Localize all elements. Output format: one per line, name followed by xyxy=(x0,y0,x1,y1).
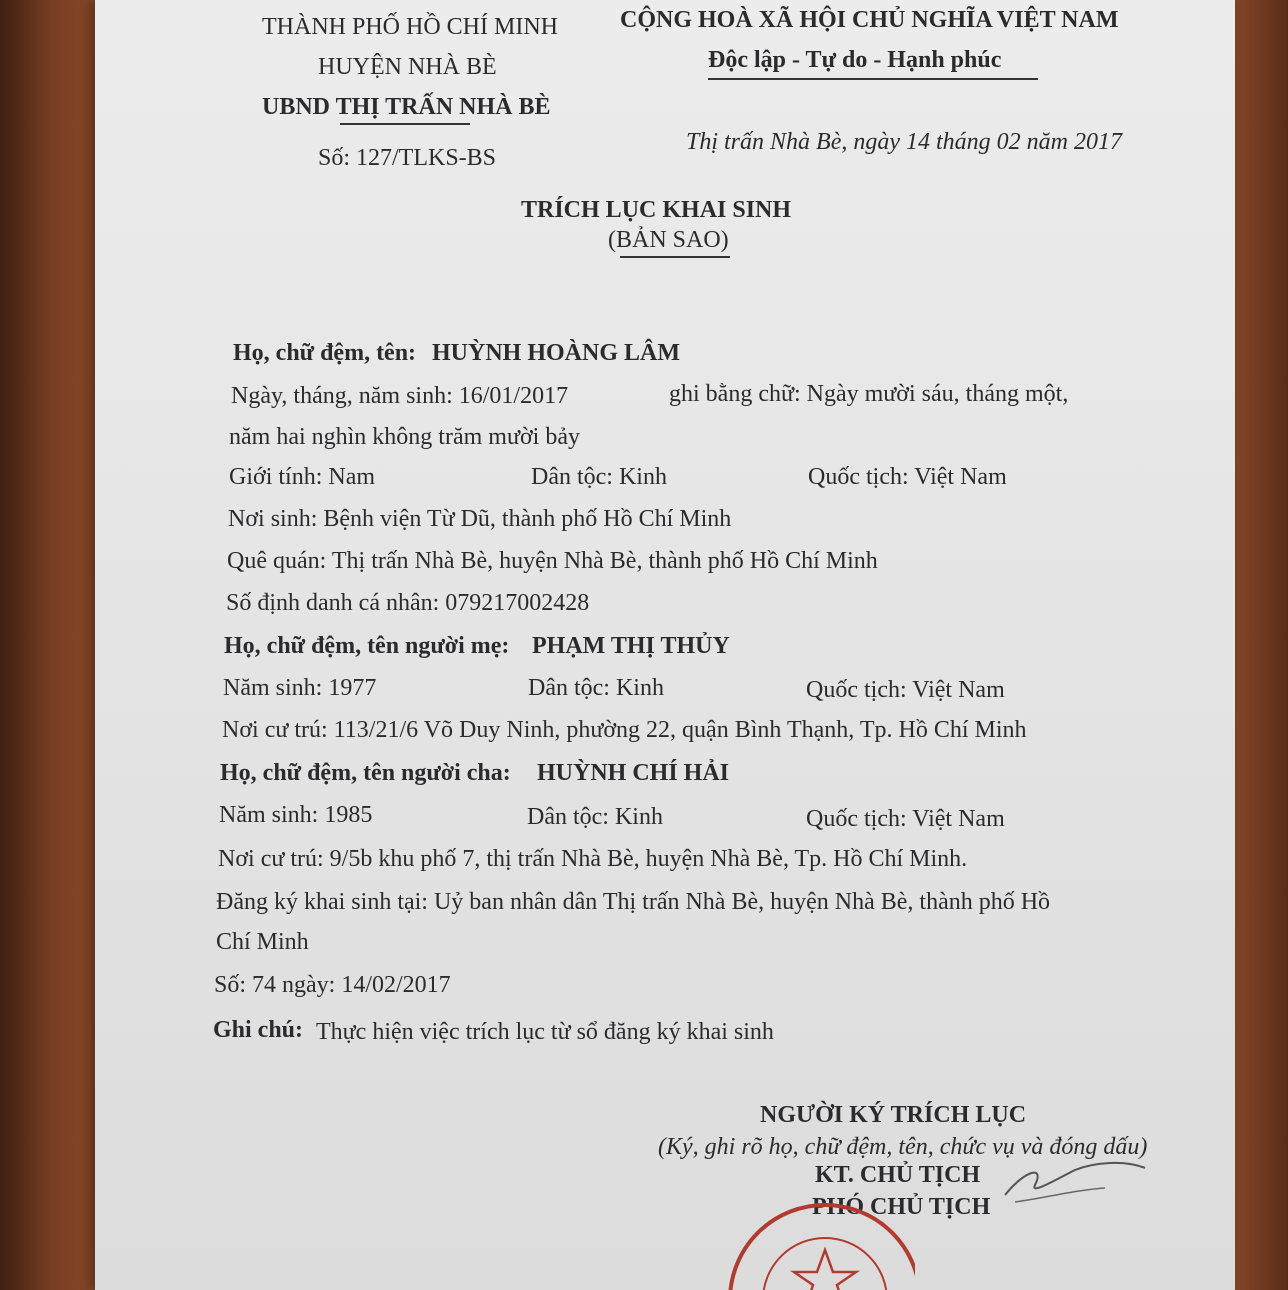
document-title: TRÍCH LỤC KHAI SINH xyxy=(521,197,792,223)
father-name-label: Họ, chữ đệm, tên người cha: xyxy=(220,760,511,786)
title-underline xyxy=(620,256,730,258)
mother-name-label: Họ, chữ đệm, tên người mẹ: xyxy=(224,633,510,659)
father-residence: Nơi cư trú: 9/5b khu phố 7, thị trấn Nhà Bè, huyện Nhà Bè, Tp. Hồ Chí Minh. xyxy=(218,846,968,872)
handwritten-signature xyxy=(985,1140,1155,1220)
registration-place-2: Chí Minh xyxy=(216,929,309,955)
mother-ethnicity: Dân tộc: Kinh xyxy=(528,675,664,701)
header-motto-underline xyxy=(708,78,1038,80)
child-name-label: Họ, chữ đệm, tên: xyxy=(233,340,417,366)
header-motto: Độc lập - Tự do - Hạnh phúc xyxy=(708,47,1002,73)
header-republic: CỘNG HOÀ XÃ HỘI CHỦ NGHĨA VIỆT NAM xyxy=(620,7,1119,33)
signer-instruction: (Ký, ghi rõ họ, chữ đệm, tên, chức vụ và đóng dấu) xyxy=(658,1134,1148,1160)
father-nationality: Quốc tịch: Việt Nam xyxy=(806,806,1005,832)
header-committee: UBND THỊ TRẤN NHÀ BÈ xyxy=(262,94,551,120)
signer-role-1: KT. CHỦ TỊCH xyxy=(815,1162,981,1188)
registration-place-1: Đăng ký khai sinh tại: Uỷ ban nhân dân Thị trấn Nhà Bè, huyện Nhà Bè, thành phố Hồ xyxy=(216,889,1051,915)
header-district: HUYỆN NHÀ BÈ xyxy=(318,54,497,80)
signer-title: NGƯỜI KÝ TRÍCH LỤC xyxy=(760,1102,1027,1128)
father-ethnicity: Dân tộc: Kinh xyxy=(527,804,663,830)
place-date: Thị trấn Nhà Bè, ngày 14 tháng 02 năm 2017 xyxy=(686,129,1122,155)
child-nationality: Quốc tịch: Việt Nam xyxy=(808,464,1007,490)
official-seal-icon xyxy=(715,1190,915,1290)
document-number: Số: 127/TLKS-BS xyxy=(318,145,497,171)
mother-name-value: PHẠM THỊ THỦY xyxy=(532,633,730,659)
mother-residence: Nơi cư trú: 113/21/6 Võ Duy Ninh, phường 22, quận Bình Thạnh, Tp. Hồ Chí Minh xyxy=(222,717,1027,743)
child-name-value: HUỲNH HOÀNG LÂM xyxy=(432,340,680,366)
father-name-value: HUỲNH CHÍ HẢI xyxy=(537,760,730,786)
child-birthplace: Nơi sinh: Bệnh viện Từ Dũ, thành phố Hồ Chí Minh xyxy=(228,506,732,532)
child-hometown: Quê quán: Thị trấn Nhà Bè, huyện Nhà Bè, thành phố Hồ Chí Minh xyxy=(227,548,878,574)
child-ethnicity: Dân tộc: Kinh xyxy=(531,464,667,490)
registration-number-date: Số: 74 ngày: 14/02/2017 xyxy=(214,972,451,998)
document-subtitle: (BẢN SAO) xyxy=(608,227,729,253)
signer-role-2: PHÓ CHỦ TỊCH xyxy=(812,1194,991,1220)
note-label: Ghi chú: xyxy=(213,1017,304,1043)
child-gender: Giới tính: Nam xyxy=(229,464,376,490)
child-dob-words-2: năm hai nghìn không trăm mười bảy xyxy=(229,424,580,450)
child-personal-id: Số định danh cá nhân: 079217002428 xyxy=(226,590,590,616)
header-left-underline xyxy=(340,123,470,125)
child-dob-words-1: ghi bằng chữ: Ngày mười sáu, tháng một, xyxy=(669,381,1069,407)
child-dob: Ngày, tháng, năm sinh: 16/01/2017 xyxy=(231,383,569,409)
note-value: Thực hiện việc trích lục từ sổ đăng ký khai sinh xyxy=(316,1019,774,1045)
table-surface-right xyxy=(1228,0,1288,1290)
father-birth-year: Năm sinh: 1985 xyxy=(219,802,373,828)
mother-nationality: Quốc tịch: Việt Nam xyxy=(806,677,1005,703)
header-city: THÀNH PHỐ HỒ CHÍ MINH xyxy=(262,14,558,40)
mother-birth-year: Năm sinh: 1977 xyxy=(223,675,377,701)
